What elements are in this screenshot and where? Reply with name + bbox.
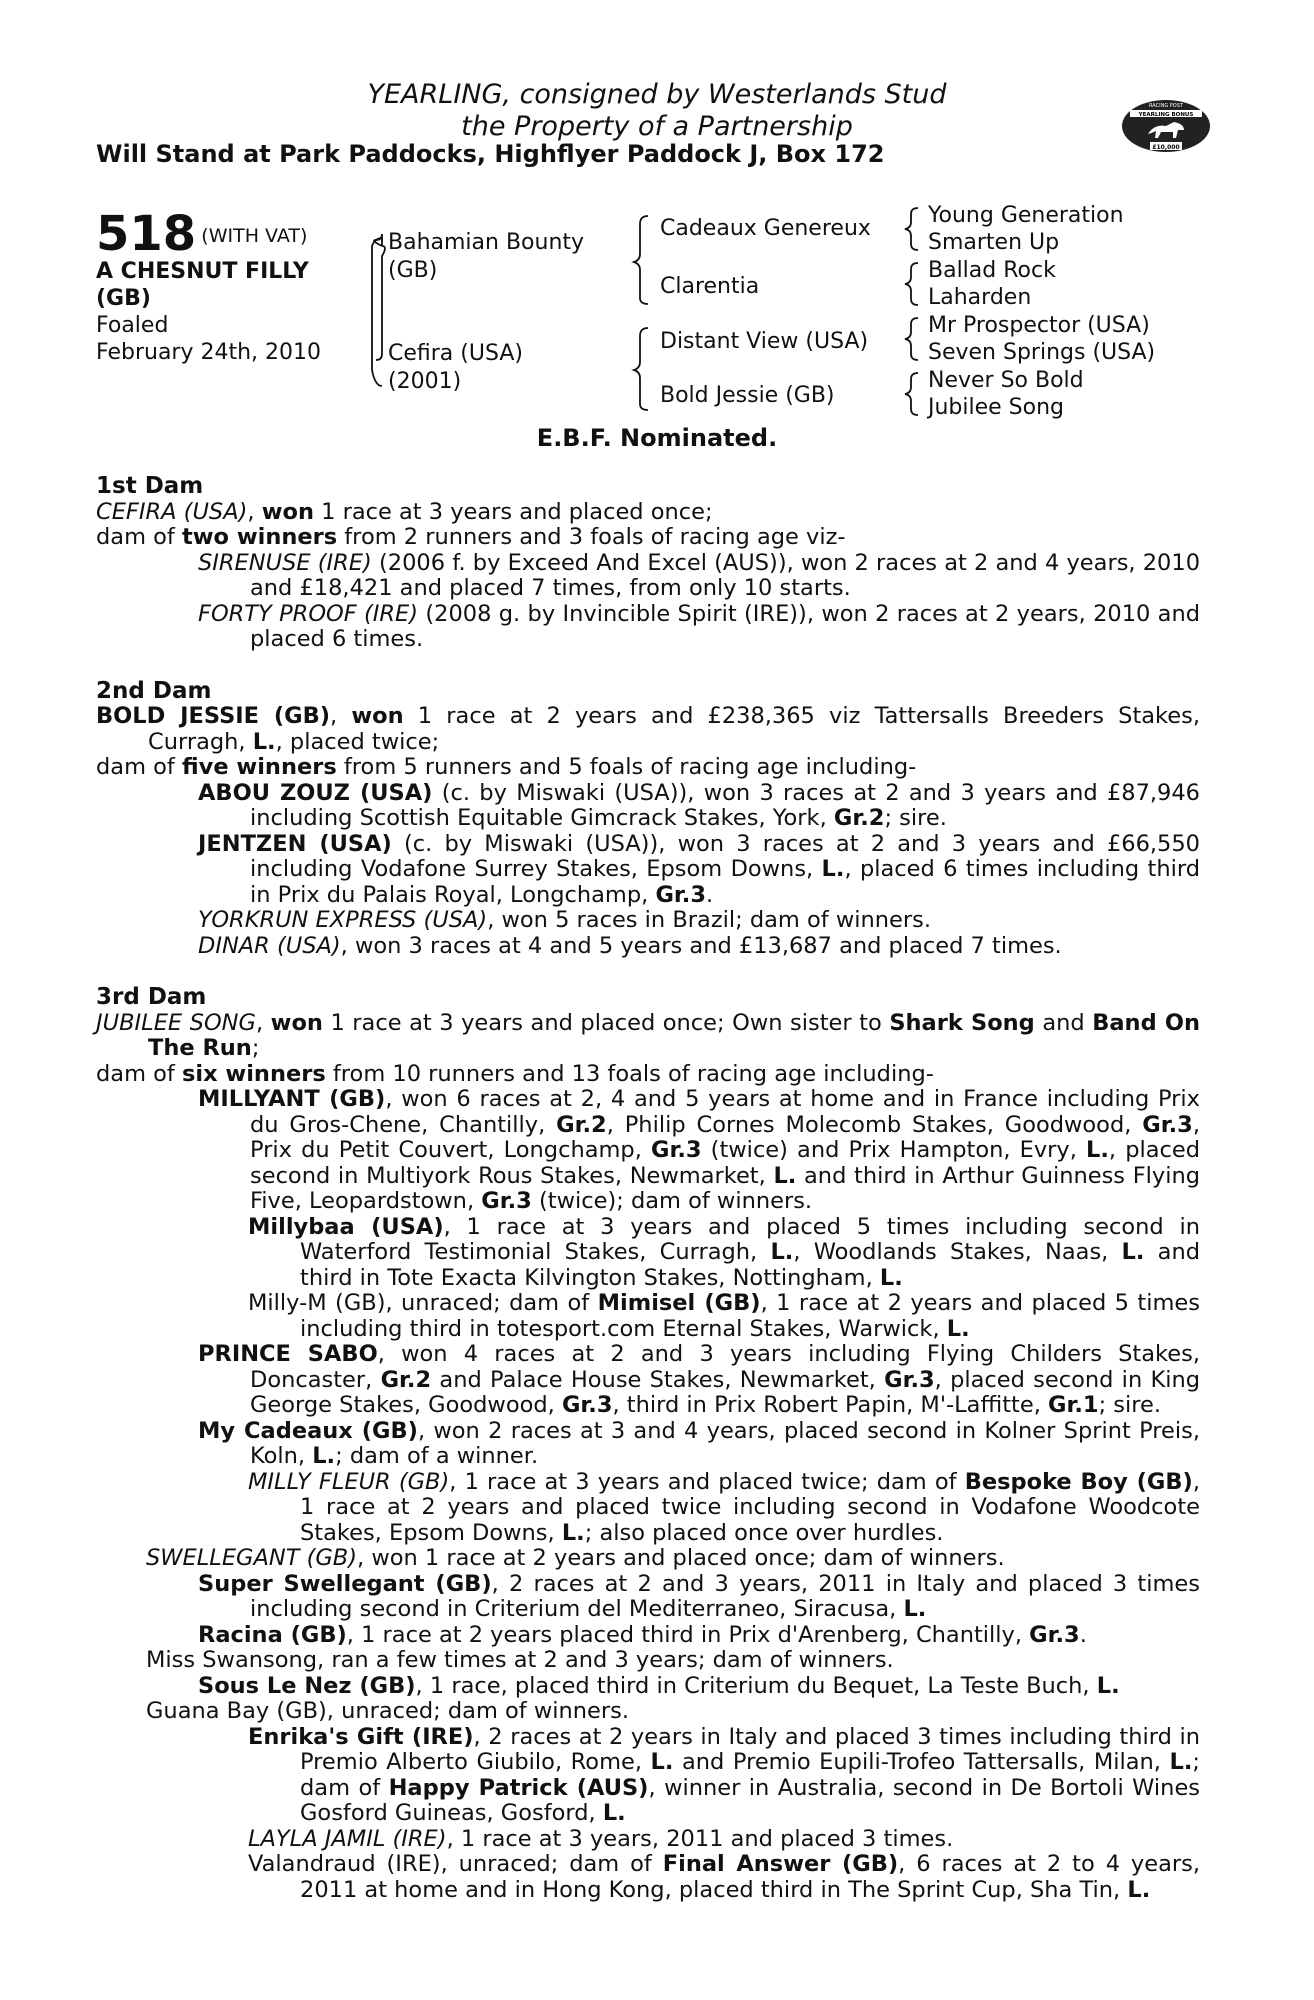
pedigree-sire: Bahamian Bounty xyxy=(388,230,585,255)
group-label: Gr.2 xyxy=(833,805,885,831)
horse-name: FORTY PROOF (IRE) xyxy=(198,600,419,627)
text-span: , Woodlands Stakes, Naas, xyxy=(793,1239,1122,1265)
listed-label: L. xyxy=(561,1519,585,1546)
foaled-label: Foaled xyxy=(96,313,169,338)
text-span: , won 6 races at 2, 4 and 5 years at home and in France including Prix du Gros-Chene, Chantilly, xyxy=(250,1086,1200,1138)
text-span: , won 1 race at 2 years and placed once; dam of winners. xyxy=(357,1545,1005,1571)
won-label: won xyxy=(351,703,404,729)
text-span: . xyxy=(1079,1621,1087,1648)
header-line-2: the Property of a Partnership xyxy=(461,111,853,142)
enrikas-gift-entry xyxy=(96,1725,1200,1827)
text-span: ; sire. xyxy=(884,805,947,831)
text-span: , winner in Australia, second in De Bortoli Wines Gosford Guineas, Gosford, xyxy=(300,1774,1201,1826)
text-span: and third in Tote Exacta Kilvington Stakes, Nottingham, xyxy=(300,1239,1200,1291)
third-dam-record: JUBILEE SONG, won 1 race at 3 years and placed once; Own sister to Shark Song and Band On The Run; xyxy=(96,1009,1201,1061)
horse-name: Happy Patrick (AUS) xyxy=(388,1774,649,1801)
second-dam-section xyxy=(96,679,1200,960)
text-span: , 1 race at 3 years and placed twice; dam of xyxy=(449,1468,965,1495)
milly-m-entry xyxy=(96,1291,1200,1342)
group-label: Gr.3 xyxy=(481,1188,532,1214)
horse-name: Racina (GB) xyxy=(198,1621,347,1648)
first-dam-rest: 1 race at 3 years and placed once; xyxy=(313,498,713,525)
stand-location: Will Stand at Park Paddocks, Highflyer Paddock J, Box 172 xyxy=(96,140,885,168)
text-span: from 10 runners and 13 foals of racing age including- xyxy=(325,1060,934,1087)
miss-swansong-entry: Miss Swansong, ran a few times at 2 and 3 years; dam of winners. xyxy=(146,1647,894,1673)
group-label: Gr.2 xyxy=(556,1111,607,1138)
group-label: Gr.3 xyxy=(884,1366,935,1393)
text-span: , 1 race at 2 years and placed 5 times including third in totesport.com Eternal Stakes, Warwick, xyxy=(300,1290,1200,1342)
listed-label: L. xyxy=(312,1443,336,1469)
winners-count: two winners xyxy=(181,524,338,550)
millyant-entry xyxy=(96,1087,1200,1215)
pedigree-dss: Mr Prospector (USA) xyxy=(928,313,1150,338)
header-line-1: YEARLING, consigned by Westerlands Stud xyxy=(367,79,947,110)
text-span: 1 race at 2 years and £238,365 viz Tattersalls Breeders Stakes, Curragh, xyxy=(148,703,1200,755)
text-span: , Prix du Petit Couvert, Longchamp, xyxy=(250,1111,1200,1163)
text-span: from 2 runners and 3 foals of racing age viz- xyxy=(337,524,846,550)
horse-name: PRINCE SABO xyxy=(198,1341,378,1367)
text-span: (2006 f. by Exceed And Excel (AUS)), won 2 races at 2 and 4 years, 2010 and £18,421 and placed 7 times, from only 10 starts. xyxy=(250,549,1201,601)
first-dam-record: CEFIRA (USA), won 1 race at 3 years and placed once; xyxy=(96,498,713,525)
text-span: (twice) and Prix Hampton, Evry, xyxy=(701,1137,1087,1163)
text-span: , 6 races at 2 to 4 years, 2011 at home and in Hong Kong, placed third in The Sprint Cup, Sha Tin, xyxy=(300,1851,1201,1903)
group-label: Gr.3 xyxy=(561,1392,613,1418)
second-dam-record: BOLD JESSIE (GB), won 1 race at 2 years and £238,365 viz Tattersalls Breeders Stakes, Curragh, L., placed twice; xyxy=(96,703,1200,755)
text-span: ; sire. xyxy=(1098,1392,1162,1418)
text-span: Milly-M (GB), unraced; dam of xyxy=(248,1290,598,1316)
text-span: and third in Arthur Guinness Flying Five, Leopardstown, xyxy=(250,1162,1200,1214)
dam-history xyxy=(96,474,1200,1903)
millybaa-entry xyxy=(96,1215,1200,1292)
horse-name: YORKRUN EXPRESS (USA) xyxy=(198,907,488,933)
pedigree-sss: Young Generation xyxy=(928,203,1124,228)
horse-name: Bespoke Boy (GB) xyxy=(964,1468,1193,1495)
first-dam-heading: 1st Dam xyxy=(96,473,204,499)
text-span: ; xyxy=(251,1035,260,1061)
horse-name: MILLYANT (GB) xyxy=(198,1086,386,1112)
first-dam-produce xyxy=(96,525,1200,551)
first-dam-produce-2 xyxy=(96,602,1200,653)
text-span: , 1 race at 2 years and placed twice including second in Vodafone Woodcote Stakes, Epsom Downs, xyxy=(300,1468,1200,1546)
horse-name: MILLY FLEUR (GB) xyxy=(248,1468,450,1495)
pedigree-sire-dam: Clarentia xyxy=(660,274,760,299)
text-span: from 5 runners and 5 foals of racing age including- xyxy=(336,754,917,780)
third-dam-produce xyxy=(96,1062,1200,1088)
group-label: Gr.3 xyxy=(1029,1621,1080,1648)
first-dam-produce-1 xyxy=(96,551,1200,602)
racina-entry xyxy=(96,1623,1200,1649)
horse-name: SIRENUSE (IRE) xyxy=(198,549,372,576)
layla-jamil-entry xyxy=(96,1827,1200,1853)
pedigree-dam-sire: Distant View (USA) xyxy=(660,329,869,354)
pedigree-sire-sire: Cadeaux Genereux xyxy=(660,216,871,241)
horse-name: Super Swellegant (GB) xyxy=(198,1570,492,1597)
pedigree-dam-year: (2001) xyxy=(388,369,462,394)
winners-count: six winners xyxy=(181,1060,326,1087)
first-dam-name: CEFIRA (USA) xyxy=(96,498,248,525)
listed-label: L. xyxy=(1169,1749,1193,1775)
text-span: (twice); dam of winners. xyxy=(531,1188,813,1214)
pedigree-sire-country: (GB) xyxy=(388,258,438,283)
text-span: , won 5 races in Brazil; dam of winners. xyxy=(487,907,931,933)
second-dam-produce-4 xyxy=(96,934,1200,960)
super-swellegant-entry xyxy=(96,1572,1200,1623)
horse-name: Shark Song xyxy=(889,1009,1035,1036)
my-cadeaux-entry xyxy=(96,1419,1200,1470)
pedigree-sds: Ballad Rock xyxy=(928,258,1056,283)
listed-label: L. xyxy=(1121,1239,1145,1265)
text-span: , 1 race at 2 years placed third in Prix d'Arenberg, Chantilly, xyxy=(346,1621,1030,1648)
listed-label: L. xyxy=(1096,1672,1120,1699)
text-span: and xyxy=(1034,1009,1085,1036)
listed-label: L. xyxy=(903,1596,927,1622)
listed-label: L. xyxy=(770,1239,794,1265)
horse-name: SWELLEGANT (GB) xyxy=(146,1545,358,1571)
first-dam-section xyxy=(96,474,1200,653)
horse-name: ABOU ZOUZ (USA) xyxy=(198,779,433,806)
pedigree-dam-dam: Bold Jessie (GB) xyxy=(660,383,835,408)
listed-label: L. xyxy=(821,856,845,882)
horse-name: JUBILEE SONG xyxy=(96,1009,256,1036)
group-label: Gr.3 xyxy=(655,881,706,908)
text-span: , 2 races at 2 and 3 years, 2011 in Italy and placed 3 times including second in Criterium del Mediterraneo, Siracusa, xyxy=(250,1570,1200,1622)
won-label: won xyxy=(270,1009,323,1036)
horse-name: Millybaa (USA) xyxy=(248,1213,444,1240)
text-span: ; also placed once over hurdles. xyxy=(584,1519,944,1546)
horse-name: LAYLA JAMIL (IRE) xyxy=(248,1825,447,1852)
first-dam-won: won xyxy=(261,498,314,525)
text-span: dam of xyxy=(96,524,182,550)
text-span: and Premio Eupili-Trofeo Tattersalls, Milan, xyxy=(673,1749,1170,1775)
third-dam-section xyxy=(96,985,1200,1903)
prince-sabo-entry xyxy=(96,1342,1200,1419)
group-label: Gr.1 xyxy=(1048,1392,1099,1418)
svg-text:£10,000: £10,000 xyxy=(1152,144,1180,151)
text-span: (2008 g. by Invincible Spirit (IRE)), won 2 races at 2 years, 2010 and placed 6 times. xyxy=(250,600,1200,652)
pedigree-sdd: Laharden xyxy=(928,285,1032,310)
horse-name: Final Answer (GB) xyxy=(662,1851,899,1877)
sous-le-nez-entry xyxy=(96,1674,1200,1700)
text-span: , placed twice; xyxy=(275,728,440,755)
text-span: , won 3 races at 4 and 5 years and £13,687 and placed 7 times. xyxy=(340,932,1062,959)
text-span: ; dam of xyxy=(300,1749,1200,1801)
listed-label: L. xyxy=(1086,1137,1109,1163)
guana-bay-entry: Guana Bay (GB), unraced; dam of winners. xyxy=(146,1698,630,1724)
pedigree-dam: Cefira (USA) xyxy=(388,341,523,366)
second-dam-produce xyxy=(96,755,1200,781)
third-dam-heading: 3rd Dam xyxy=(96,984,207,1010)
pedigree-ssd: Smarten Up xyxy=(928,230,1060,255)
second-dam-heading: 2nd Dam xyxy=(96,677,212,704)
second-dam-produce-2 xyxy=(96,832,1200,909)
text-span: dam of xyxy=(96,754,182,780)
foaled-date: February 24th, 2010 xyxy=(96,340,322,365)
text-span: (c. by Miswaki (USA)), won 3 races at 2 and 3 years and £66,550 including Vodafone Surrey Stakes, Epsom Downs, xyxy=(250,830,1200,882)
text-span: ; dam of a winner. xyxy=(335,1443,539,1469)
text-span: , 1 race at 3 years, 2011 and placed 3 times. xyxy=(446,1825,954,1852)
horse-name: Band On The Run xyxy=(148,1009,1201,1061)
listed-label: L. xyxy=(879,1264,903,1291)
horse-name: BOLD JESSIE (GB) xyxy=(96,703,331,729)
second-dam-produce-1 xyxy=(96,781,1200,832)
valandraud-entry xyxy=(96,1852,1200,1903)
listed-label: L. xyxy=(946,1315,970,1342)
pedigree-ddd: Jubilee Song xyxy=(928,395,1065,420)
second-dam-produce-3 xyxy=(96,908,1200,934)
lot-line-2: (GB) xyxy=(96,286,151,311)
pedigree-dsd: Seven Springs (USA) xyxy=(928,340,1156,365)
svg-text:YEARLING BONUS: YEARLING BONUS xyxy=(1138,112,1194,118)
horse-name: Mimisel (GB) xyxy=(597,1290,761,1316)
text-span: , 1 race, placed third in Criterium du Bequet, La Teste Buch, xyxy=(415,1672,1097,1699)
text-span: , won 2 races at 3 and 4 years, placed second in Kolner Sprint Preis, Koln, xyxy=(250,1417,1201,1469)
pedigree-dds: Never So Bold xyxy=(928,368,1084,393)
horse-name: DINAR (USA) xyxy=(198,932,341,959)
text-span: Valandraud (IRE), unraced; dam of xyxy=(248,1851,663,1877)
lot-vat: (WITH VAT) xyxy=(201,225,308,247)
text-span: , placed 6 times including third in Prix du Palais Royal, Longchamp, xyxy=(250,856,1200,908)
text-span: , won 4 races at 2 and 3 years including Flying Childers Stakes, Doncaster, xyxy=(250,1341,1200,1393)
lot-number-value: 518 xyxy=(96,206,197,262)
group-label: Gr.3 xyxy=(651,1137,702,1163)
winners-count: five winners xyxy=(181,754,337,780)
lot-line-1: A CHESNUT FILLY xyxy=(96,259,309,284)
text-span: . xyxy=(706,881,714,908)
text-span: , third in Prix Robert Papin, M'-Laffitte, xyxy=(612,1392,1048,1418)
text-span: , placed second in Multiyork Rous Stakes, Newmarket, xyxy=(250,1137,1201,1189)
swellegant-entry xyxy=(96,1546,1200,1572)
listed-label: L. xyxy=(650,1749,674,1775)
group-label: Gr.3 xyxy=(1142,1111,1193,1138)
ebf-nominated: E.B.F. Nominated. xyxy=(536,424,778,452)
listed-label: L. xyxy=(602,1800,626,1826)
text-span: , placed second in King George Stakes, Goodwood, xyxy=(250,1366,1201,1418)
text-span: dam of xyxy=(96,1060,182,1087)
horse-name: JENTZEN (USA) xyxy=(198,830,392,857)
horse-name: Sous Le Nez (GB) xyxy=(198,1672,416,1699)
horse-name: Enrika's Gift (IRE) xyxy=(248,1723,474,1750)
text-span: , Philip Cornes Molecomb Stakes, Goodwood, xyxy=(606,1111,1143,1138)
milly-fleur-entry xyxy=(96,1470,1200,1547)
group-label: Gr.2 xyxy=(380,1366,432,1393)
svg-text:RACING POST: RACING POST xyxy=(1149,103,1183,109)
text-span: 1 race at 3 years and placed once; Own sister to xyxy=(322,1009,890,1036)
text-span: (c. by Miswaki (USA)), won 3 races at 2 and 3 years and £87,946 including Scottish Equitable Gimcrack Stakes, York, xyxy=(250,779,1200,831)
listed-label: L. xyxy=(252,728,276,755)
text-span: , 1 race at 3 years and placed 5 times including second in Waterford Testimonial Stakes, Curragh, xyxy=(300,1213,1200,1265)
horse-name: My Cadeaux (GB) xyxy=(198,1417,418,1444)
text-span: and Palace House Stakes, Newmarket, xyxy=(431,1366,885,1393)
listed-label: L. xyxy=(773,1162,797,1189)
listed-label: L. xyxy=(1127,1876,1151,1903)
text-span: , 2 races at 2 years in Italy and placed 3 times including third in Premio Alberto Giubilo, Rome, xyxy=(300,1723,1200,1775)
